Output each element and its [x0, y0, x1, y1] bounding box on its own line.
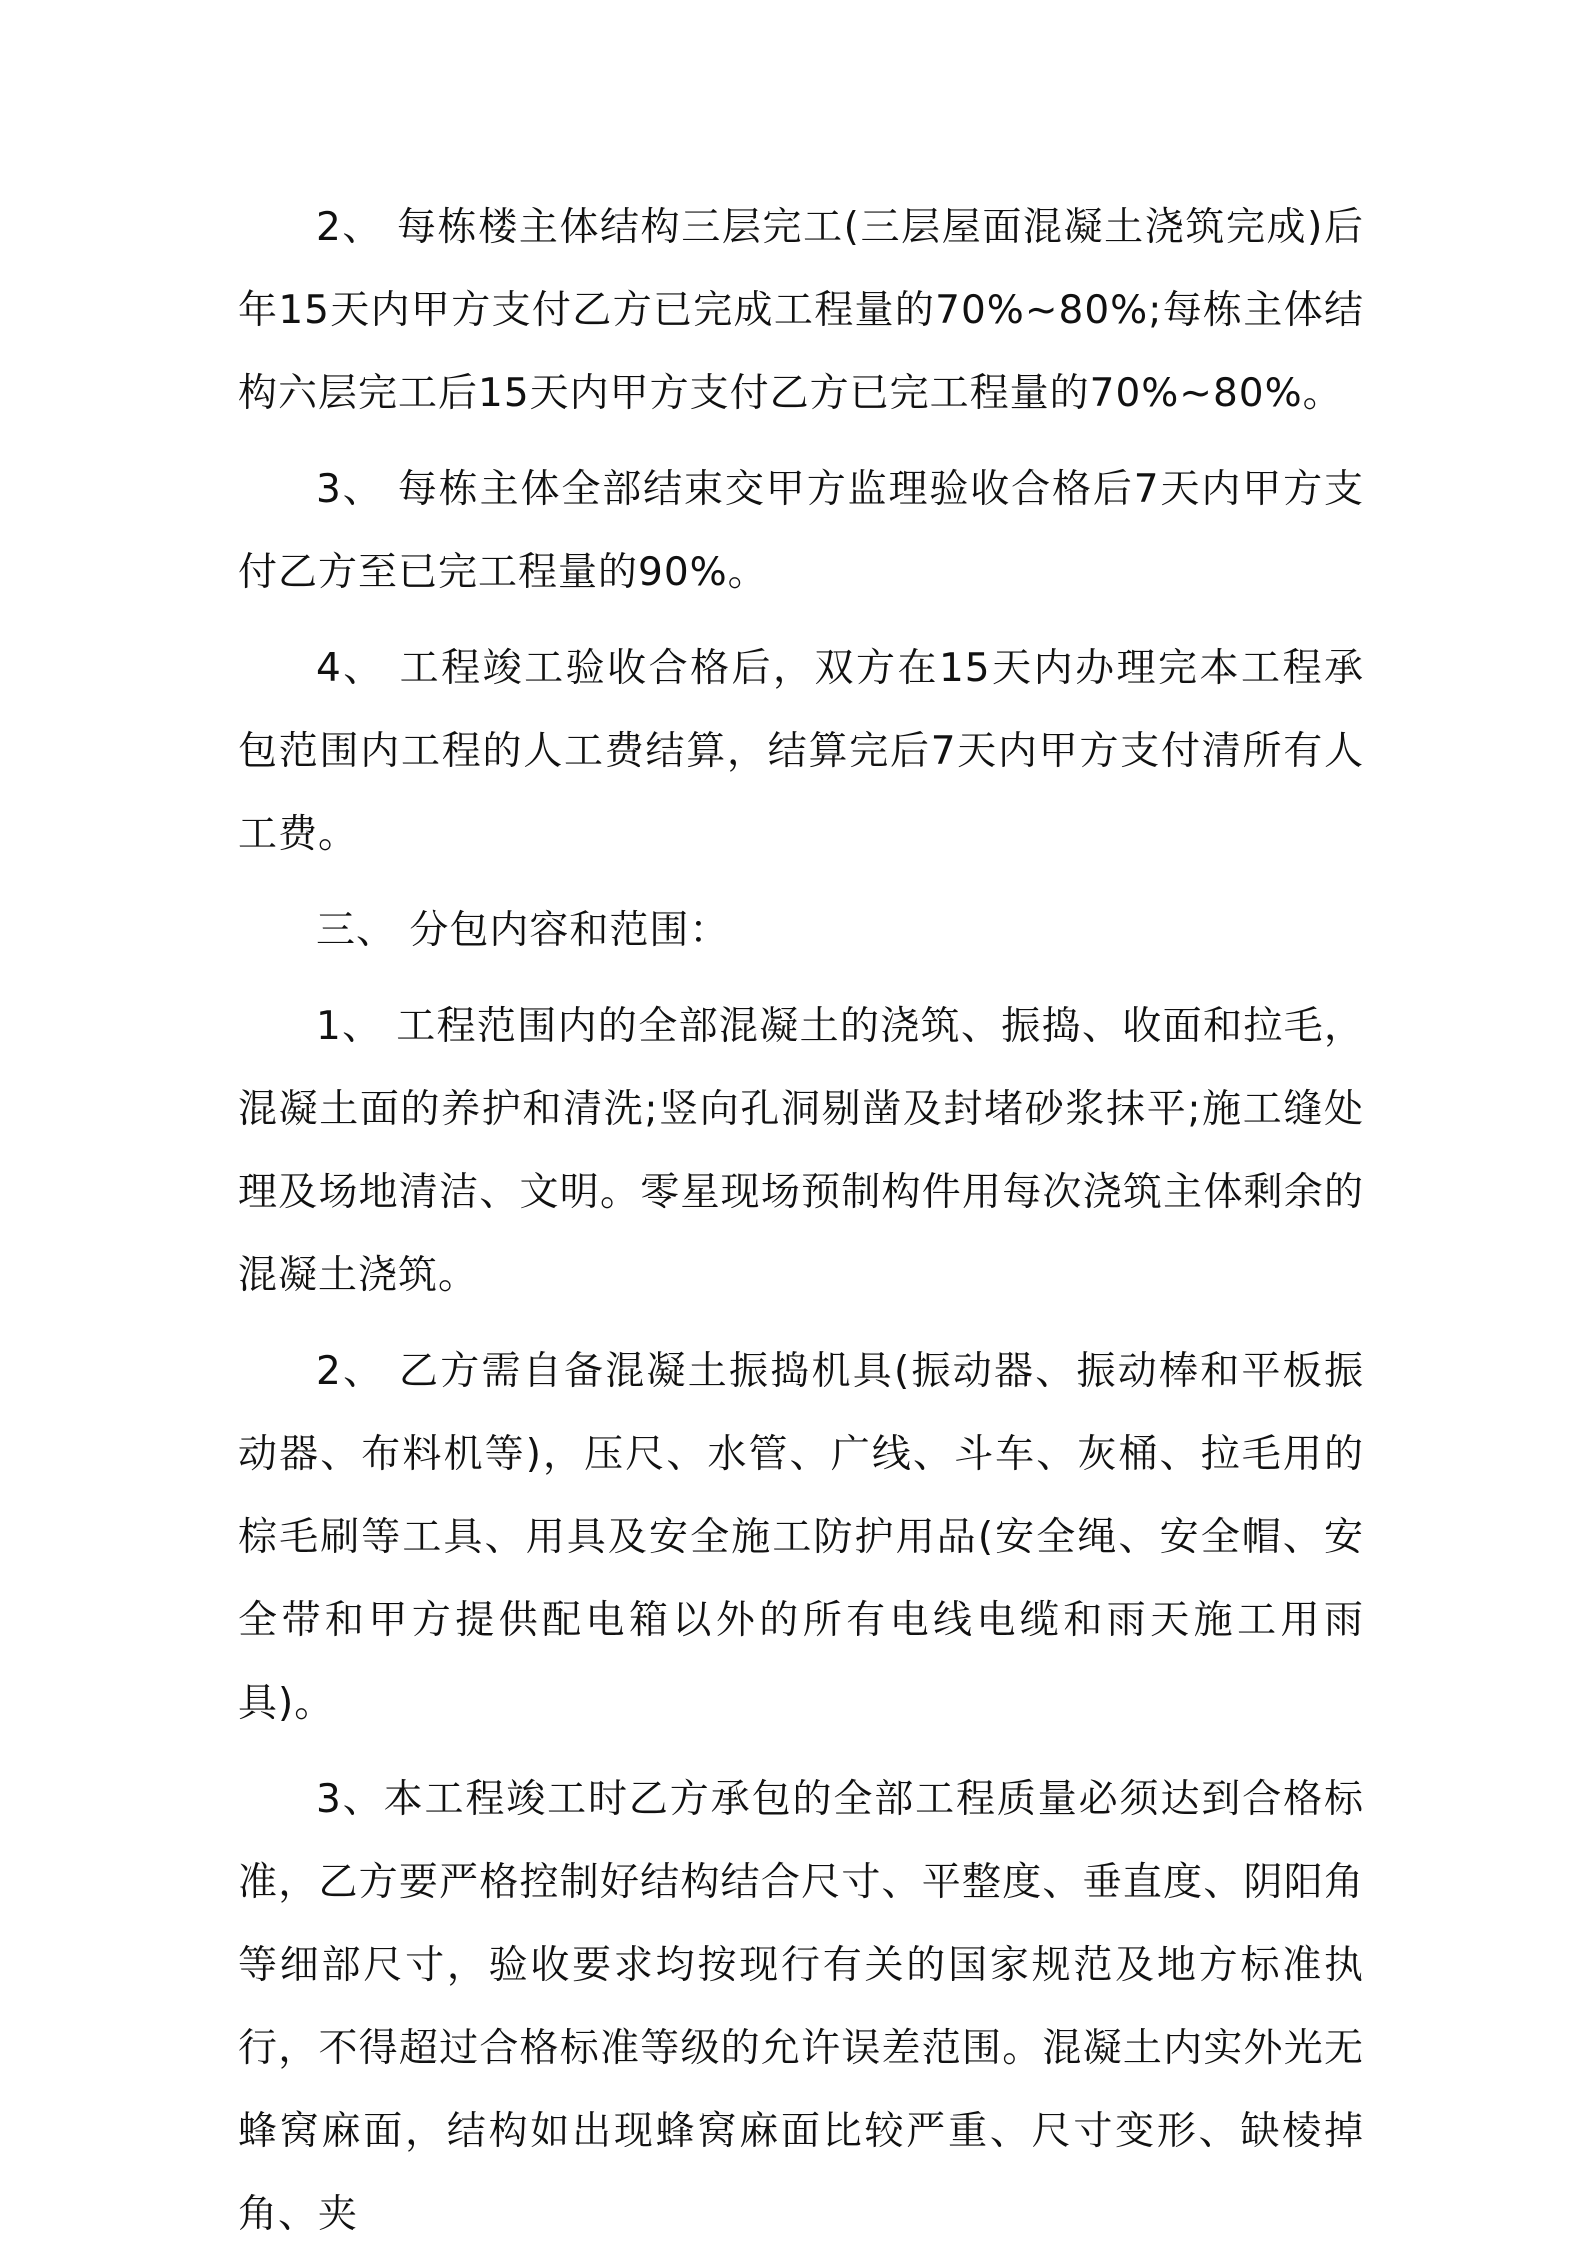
payment-clause-2: 2、 每栋楼主体结构三层完工(三层屋面混凝土浇筑完成)后年15天内甲方支付乙方已完成工程量的70%~80%;每栋主体结构六层完工后15天内甲方支付乙方已完工程量的70%~80%。	[238, 205, 1364, 416]
scope-clause-3: 3、本工程竣工时乙方承包的全部工程质量必须达到合格标准，乙方要严格控制好结构结合尺寸、平整度、垂直度、阴阳角等细部尺寸，验收要求均按现行有关的国家规范及地方标准执行，不得超过合格标准等级的允许误差范围。混凝土内实外光无蜂窝麻面，结构如出现蜂窝麻面比较严重、尺寸变形、缺棱掉角、夹	[238, 1777, 1364, 2237]
section-heading-scope: 三、 分包内容和范围：	[316, 908, 730, 953]
payment-clause-4: 4、 工程竣工验收合格后，双方在15天内办理完本工程承包范围内工程的人工费结算，结算完后7天内甲方支付清所有人工费。	[238, 646, 1364, 857]
scope-clause-2: 2、 乙方需自备混凝土振捣机具(振动器、振动棒和平板振动器、布料机等)，压尺、水管、广线、斗车、灰桶、拉毛用的棕毛刷等工具、用具及安全施工防护用品(安全绳、安全帽、安全带和甲方提供配电箱以外的所有电线电缆和雨天施工用雨具)。	[238, 1349, 1364, 1726]
payment-clause-3: 3、 每栋主体全部结束交甲方监理验收合格后7天内甲方支付乙方至已完工程量的90%。	[238, 467, 1364, 595]
scope-clause-1: 1、 工程范围内的全部混凝土的浇筑、振捣、收面和拉毛，混凝土面的养护和清洗;竖向孔洞剔凿及封堵砂浆抹平;施工缝处理及场地清洁、文明。零星现场预制构件用每次浇筑主体剩余的混凝土浇筑。	[238, 1004, 1364, 1298]
